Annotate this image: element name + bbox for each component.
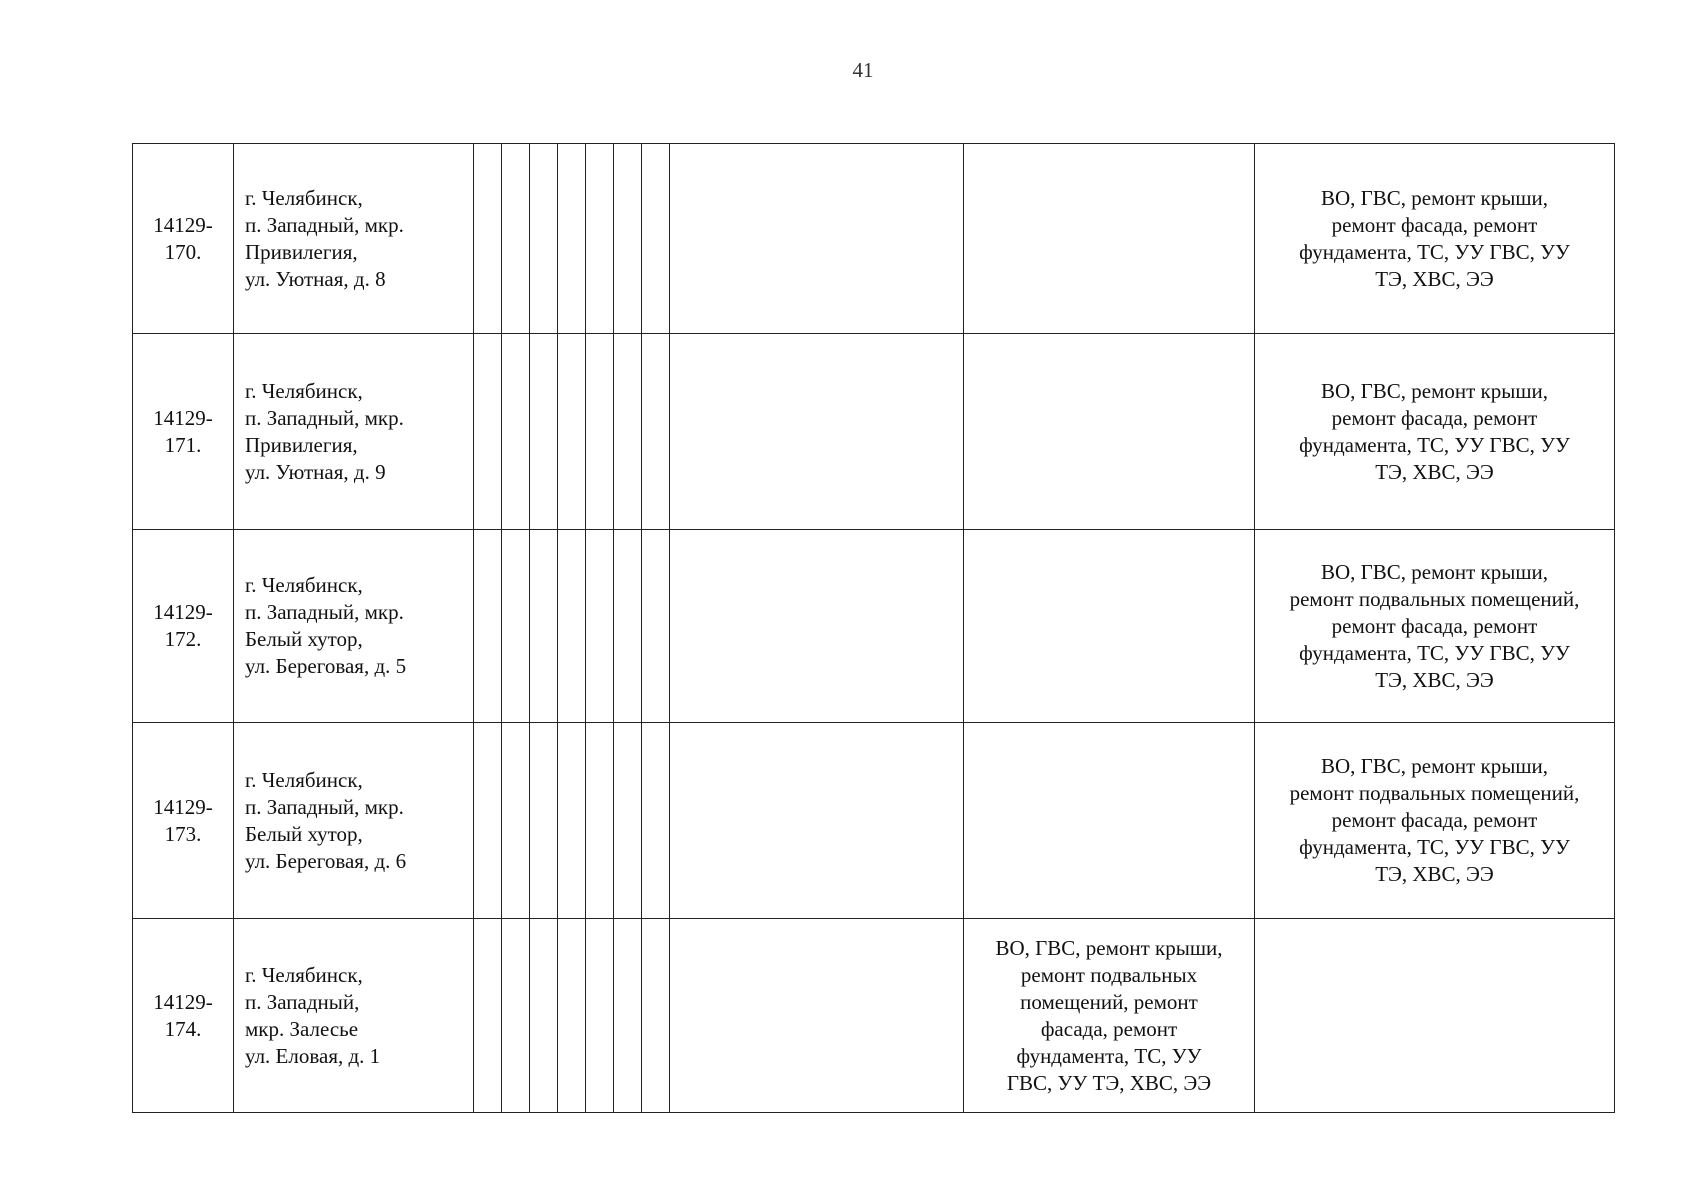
empty-cell (586, 919, 614, 1113)
address-cell: г. Челябинск, п. Западный, мкр. Залесье ул. Еловая, д. 1 (234, 919, 474, 1113)
empty-cell (530, 919, 558, 1113)
empty-cell (530, 144, 558, 334)
works-cell-col-c: ВО, ГВС, ремонт крыши, ремонт подвальных помещений, ремонт фасада, ремонт фундамента, ТС, УУ ГВС, УУ ТЭ, ХВС, ЭЭ (1255, 723, 1615, 919)
empty-cell (474, 723, 502, 919)
record-number: 14129- 172. (133, 530, 234, 723)
empty-cell (558, 530, 586, 723)
table-row (133, 144, 1615, 334)
works-cell-col-b (964, 334, 1255, 530)
empty-cell (642, 334, 670, 530)
record-number: 14129- 171. (133, 334, 234, 530)
works-cell-col-a (670, 723, 964, 919)
registry-body (133, 144, 1615, 1113)
empty-cell (642, 723, 670, 919)
works-cell-col-a (670, 144, 964, 334)
empty-cell (586, 144, 614, 334)
empty-cell (614, 723, 642, 919)
empty-cell (502, 919, 530, 1113)
table-row (133, 919, 1615, 1113)
empty-cell (558, 919, 586, 1113)
empty-cell (502, 530, 530, 723)
empty-cell (474, 334, 502, 530)
address-cell: г. Челябинск, п. Западный, мкр. Привилегия, ул. Уютная, д. 9 (234, 334, 474, 530)
empty-cell (474, 919, 502, 1113)
empty-cell (474, 530, 502, 723)
table-row (133, 530, 1615, 723)
works-cell-col-a (670, 919, 964, 1113)
works-cell-col-c: ВО, ГВС, ремонт крыши, ремонт фасада, ремонт фундамента, ТС, УУ ГВС, УУ ТЭ, ХВС, ЭЭ (1255, 144, 1615, 334)
works-cell-col-a (670, 530, 964, 723)
table-row (133, 723, 1615, 919)
empty-cell (614, 144, 642, 334)
address-cell: г. Челябинск, п. Западный, мкр. Белый хутор, ул. Береговая, д. 5 (234, 530, 474, 723)
empty-cell (530, 530, 558, 723)
works-cell-col-b (964, 723, 1255, 919)
record-number: 14129- 170. (133, 144, 234, 334)
page-number: 41 (852, 58, 874, 82)
works-cell-col-c: ВО, ГВС, ремонт крыши, ремонт фасада, ремонт фундамента, ТС, УУ ГВС, УУ ТЭ, ХВС, ЭЭ (1255, 334, 1615, 530)
works-cell-col-c: ВО, ГВС, ремонт крыши, ремонт подвальных помещений, ремонт фасада, ремонт фундамента, ТС, УУ ГВС, УУ ТЭ, ХВС, ЭЭ (1255, 530, 1615, 723)
table-row (133, 334, 1615, 530)
empty-cell (586, 334, 614, 530)
works-cell-col-b (964, 530, 1255, 723)
empty-cell (642, 530, 670, 723)
empty-cell (586, 723, 614, 919)
empty-cell (502, 144, 530, 334)
record-number: 14129- 174. (133, 919, 234, 1113)
empty-cell (558, 144, 586, 334)
empty-cell (474, 144, 502, 334)
empty-cell (530, 334, 558, 530)
empty-cell (614, 334, 642, 530)
empty-cell (530, 723, 558, 919)
empty-cell (642, 919, 670, 1113)
registry-table (132, 143, 1615, 1113)
empty-cell (614, 530, 642, 723)
works-cell-col-a (670, 334, 964, 530)
address-cell: г. Челябинск, п. Западный, мкр. Белый хутор, ул. Береговая, д. 6 (234, 723, 474, 919)
empty-cell (558, 334, 586, 530)
address-cell: г. Челябинск, п. Западный, мкр. Привилегия, ул. Уютная, д. 8 (234, 144, 474, 334)
empty-cell (558, 723, 586, 919)
works-cell-col-b (964, 144, 1255, 334)
works-cell-col-b: ВО, ГВС, ремонт крыши, ремонт подвальных помещений, ремонт фасада, ремонт фундамента, ТС, УУ ГВС, УУ ТЭ, ХВС, ЭЭ (964, 919, 1255, 1113)
record-number: 14129- 173. (133, 723, 234, 919)
empty-cell (614, 919, 642, 1113)
empty-cell (586, 530, 614, 723)
empty-cell (642, 144, 670, 334)
empty-cell (502, 723, 530, 919)
empty-cell (502, 334, 530, 530)
works-cell-col-c (1255, 919, 1615, 1113)
